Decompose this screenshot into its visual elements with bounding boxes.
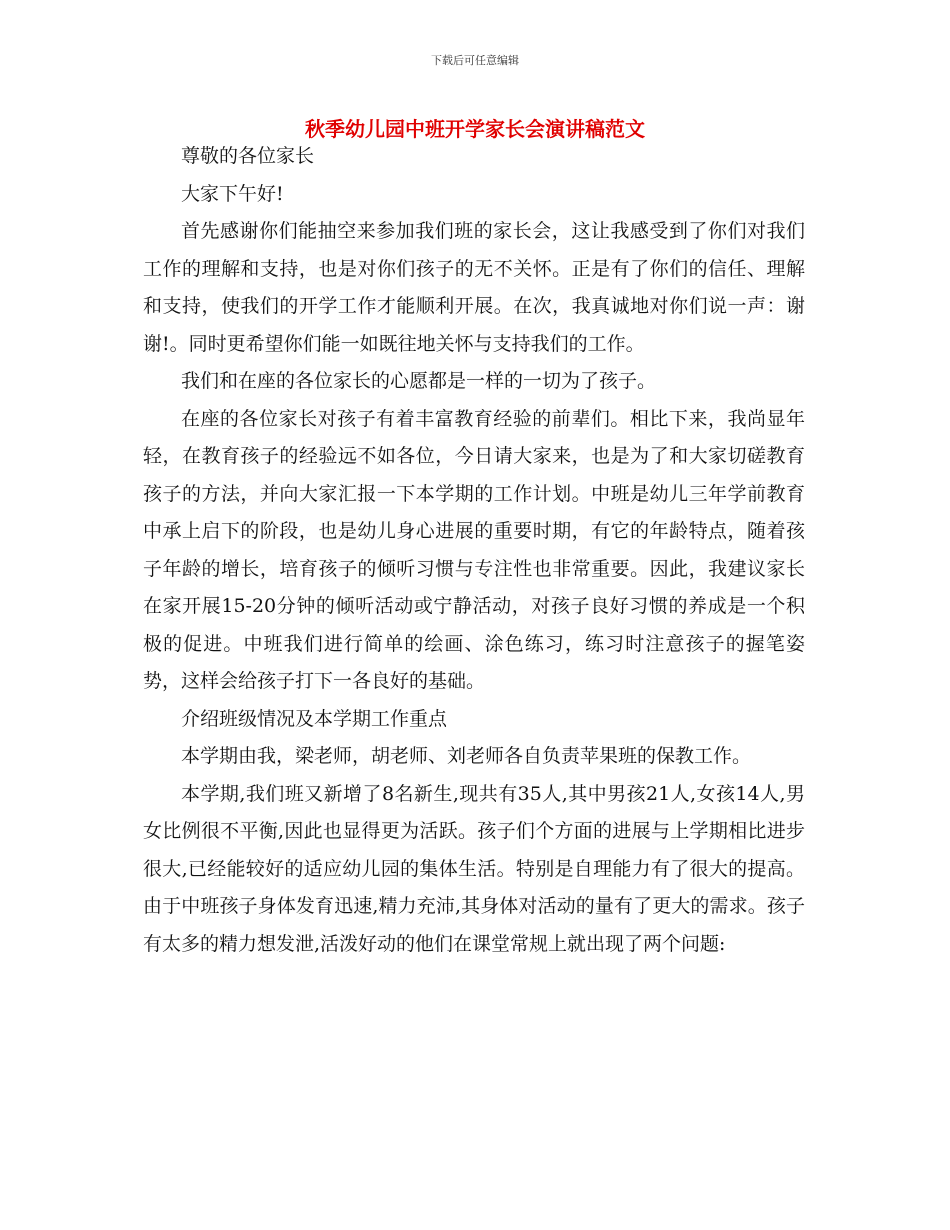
document-title: 秋季幼儿园中班开学家长会演讲稿范文 bbox=[305, 117, 645, 141]
paragraph-salutation: 尊敬的各位家长 bbox=[181, 145, 315, 167]
paragraph-teachers: 本学期由我，梁老师，胡老师、刘老师各自负责苹果班的保教工作。 bbox=[181, 745, 752, 767]
paragraph-education-plan: 在座的各位家长对孩子有着丰富教育经验的前辈们。相比下来，我尚显年轻，在教育孩子的经验远不如各位，今日请大家来，也是为了和大家切磋教育孩子的方法，并向大家汇报一下本学期的工作计划。中班是幼儿三年学前教育中承上启下的阶段，也是幼儿身心进展的重要时期，有它的年龄特点，随着孩子年龄的增长，培育孩子的倾听习惯与专注性也非常重要。因此，我建议家长在家开展15-20分钟的倾听活动或宁静活动，对孩子良好习惯的养成是一个积极的促进。中班我们进行简单的绘画、涂色练习，练习时注意孩子的握笔姿势，这样会给孩子打下一各良好的基础。 bbox=[143, 407, 805, 692]
document-body bbox=[143, 138, 805, 963]
paragraph-shared-wish: 我们和在座的各位家长的心愿都是一样的一切为了孩子。 bbox=[181, 370, 657, 392]
paragraph-thanks: 首先感谢你们能抽空来参加我们班的家长会，这让我感受到了你们对我们工作的理解和支持，也是对你们孩子的无不关怀。正是有了你们的信任、理解和支持，使我们的开学工作才能顺利开展。在次，我真诚地对你们说一声：谢谢!。同时更希望你们能一如既往地关怀与支持我们的工作。 bbox=[143, 220, 805, 355]
header-note: 下载后可任意编辑 bbox=[431, 54, 519, 67]
paragraph-class-status: 本学期,我们班又新增了8名新生,现共有35人,其中男孩21人,女孩14人,男女比例很不平衡,因此也显得更为活跃。孩子们个方面的进展与上学期相比进步很大,已经能较好的适应幼儿园的集体生活。特别是自理能力有了很大的提高。由于中班孩子身体发育迅速,精力充沛,其身体对活动的量有了更大的需求。孩子有太多的精力想发泄,活泼好动的他们在课堂常规上就出现了两个问题: bbox=[143, 782, 805, 955]
paragraph-greeting: 大家下午好! bbox=[181, 182, 284, 205]
section-heading-class-info: 介绍班级情况及本学期工作重点 bbox=[181, 707, 448, 730]
